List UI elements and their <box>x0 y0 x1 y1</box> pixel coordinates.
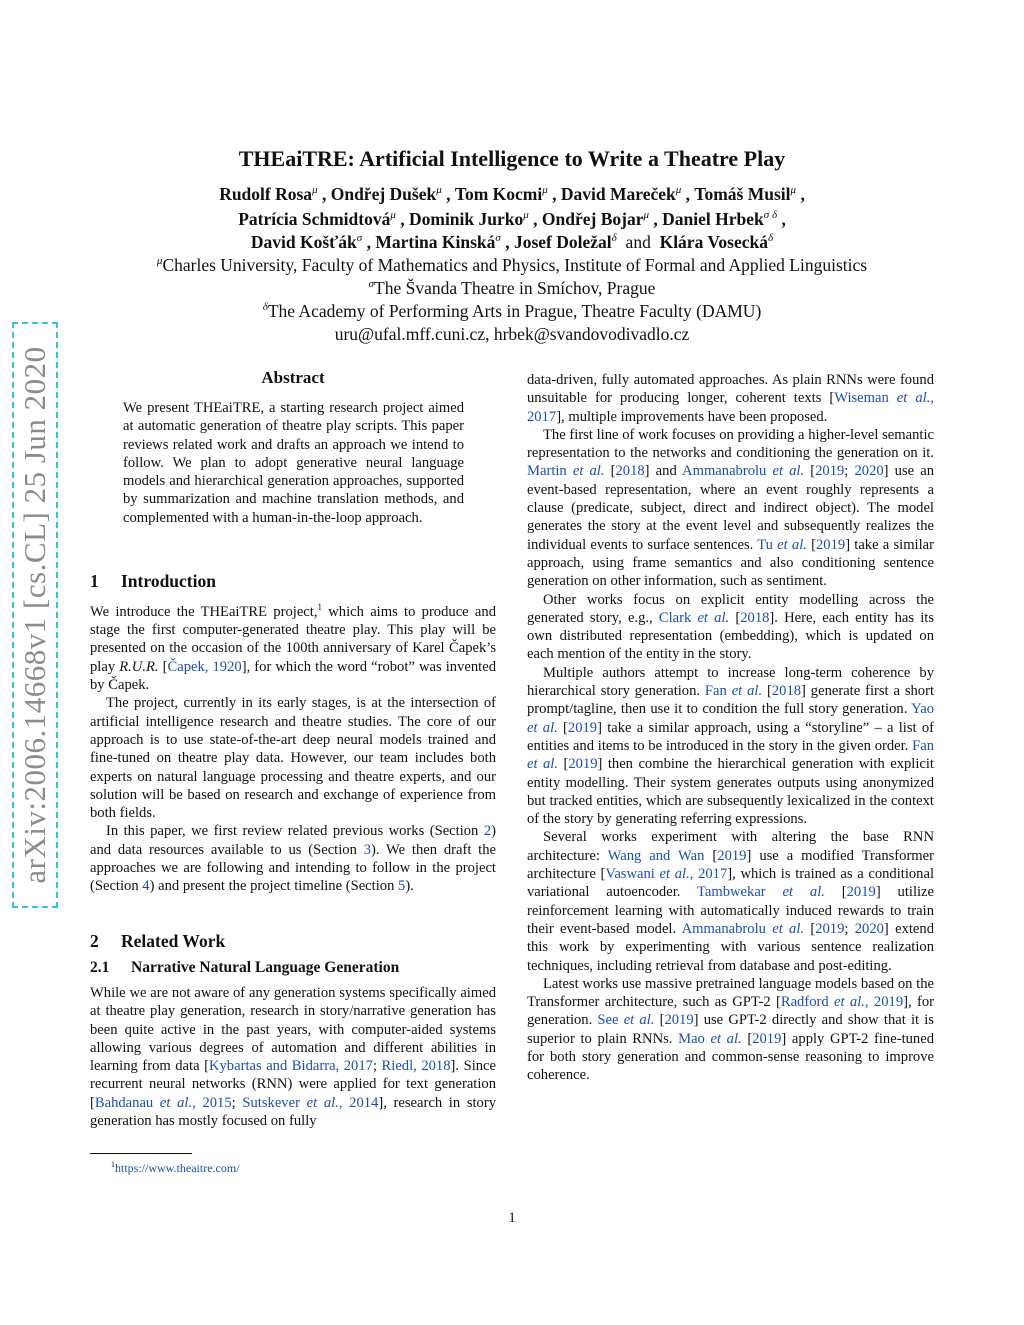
section-link[interactable]: 4 <box>142 878 150 895</box>
citation-link[interactable]: 2018 <box>771 683 802 700</box>
citation-link[interactable]: Yao et al. <box>527 701 934 736</box>
citation-link[interactable]: Fan et al. <box>527 737 934 773</box>
affiliation-mu: $^\mu$Charles University, Faculty of Mathematics and Physics, Institute of Formal and Applied Linguistics <box>156 255 868 275</box>
footnote-marker: 1 <box>317 602 322 612</box>
citation-link[interactable]: Ammanabrolu et al. <box>682 463 805 480</box>
arxiv-stamp-text: arXiv:2006.14668v1 [cs.CL] 25 Jun 2020 <box>17 346 52 884</box>
citation-link[interactable]: Sutskever et al., 2014 <box>242 1094 379 1111</box>
author-line-3: David Košťák$^\sigma$ , Martina Kinská$^\sigma$ , Josef Doležal$^\delta$ and Klára Vosecká$^\delta$ <box>250 232 774 252</box>
footnote: $^1$https://www.theaitre.com/ <box>111 1160 240 1175</box>
section-link[interactable]: 3 <box>363 841 371 858</box>
section-2-heading: 2 Related Work <box>90 931 226 951</box>
citation-link[interactable]: 2020 <box>854 920 884 937</box>
citation-link[interactable]: 2020 <box>854 463 884 480</box>
citation-link[interactable]: 2019 <box>816 536 846 553</box>
paper-title: THEaiTRE: Artificial Intelligence to Write a Theatre Play <box>238 146 786 171</box>
citation-link[interactable]: 2019 <box>815 920 845 937</box>
footnote-rule <box>90 1153 192 1154</box>
citation-link[interactable]: 2018 <box>740 609 770 626</box>
contact-emails: uru@ufal.mff.cuni.cz, hrbek@svandovodivadlo.cz <box>334 324 690 344</box>
citation-link[interactable]: 2019 <box>567 719 598 736</box>
citation-link[interactable]: Wiseman et al., 2017 <box>527 390 934 425</box>
section-link[interactable]: 2 <box>483 823 492 840</box>
affiliation-delta: $^\delta$The Academy of Performing Arts in Prague, Theatre Faculty (DAMU) <box>262 301 762 321</box>
footnote-url-link[interactable]: https://www.theaitre.com/ <box>115 1161 240 1175</box>
arxiv-stamp <box>12 322 58 908</box>
citation-link[interactable]: Fan et al. <box>704 683 763 700</box>
citation-link[interactable]: Bahdanau et al., 2015 <box>94 1094 232 1111</box>
section-2-1-body: While we are not aware of any generation systems specifically aimed at theatre play generation, research in story/narrative generation has been quite active in the past years, with computer-aided systems allowing various degrees of automation and different abilities in learning from data [Kybartas and Bidarra, 2017; Riedl, 2018]. Since recurrent neural networks (RNN) were applied for text generation [Bahdanau et al., 2015; Sutskever et al., 2014], research in story generation has mostly focused on fully <box>90 985 497 1130</box>
citation-link[interactable]: Riedl, 2018 <box>381 1058 451 1075</box>
author-line-1: Rudolf Rosa$^\mu$ , Ondřej Dušek$^\mu$ , Tom Kocmi$^\mu$ , David Mareček$^\mu$ , Tomáš Musil$^\mu$ , <box>219 184 805 204</box>
author-line-2: Patrícia Schmidtová$^\mu$ , Dominik Jurko$^\mu$ , Ondřej Bojar$^\mu$ , Daniel Hrbek$^{\sigma \delta}$ , <box>238 209 786 229</box>
citation-link[interactable]: Clark et al. <box>658 609 730 626</box>
citation-link[interactable]: 2019 <box>664 1012 694 1029</box>
citation-link[interactable]: 2019 <box>752 1030 782 1047</box>
citation-link[interactable]: Kybartas and Bidarra, 2017 <box>208 1058 373 1075</box>
citation-link[interactable]: Tu et al. <box>757 536 807 553</box>
citation-link[interactable]: See et al. <box>597 1012 655 1029</box>
right-column-body: data-driven, fully automated approaches. As plain RNNs were found unsuitable for producing longer, coherent texts [Wiseman et al., 2017], multiple improvements have been proposed. The first line of work focuses on providing a higher-level semantic representation to the networks and conditioning the generation on it. Martin et al. [2018] and Ammanabrolu et al. [2019; 2020] use an event-based representation, where an event roughly represents a clause (predicate, subject, direct and indirect object). The model generates the story at the event level and subsequently realizes the individual events to surface sentences. Tu et al. [2019] take a similar approach, using frame semantics and also conditioning sentence generation on other information, such as sentiment. Other works focus on explicit entity modelling across the generated story, e.g., Clark et al. [2018]. Here, each entity has its own distributed representation (embedding), which is updated on each mention of the entity in the story. Multiple authors attempt to increase long-term coherence by hierarchical story generation. Fan et al. [2018] generate first a short prompt/tagline, then use it to condition the full story generation. Yao et al. [2019] take a similar approach, using a “storyline” – a list of entities and items to be introduced in the story in the given order. Fan et al. [2019] then combine the hierarchical generation with explicit entity modelling. Their system generates outputs using anonymized but tracked entities, which are subsequently lexicalized in the context of the story by generating referring expressions. Several works experiment with altering the base RNN architecture: Wang and Wan [2019] use a modified Transformer architecture [Vaswani et al., 2017], which is trained as a conditional variational autoencoder. Tambwekar et al. [2019] utilize reinforcement learning with automatically induced rewards to train their event-based model. Ammanabrolu et al. [2019; 2020] extend this work by experimenting with various sentence realization techniques, including retrieval from database and post-editing. Latest works use massive pretrained language models based on the Transformer architecture, such as GPT-2 [Radford et al., 2019], for generation. See et al. [2019] use GPT-2 directly and show that it is superior to plain RNNs. Mao et al. [2019] apply GPT-2 fine-tuned for both story generation and common-sense reasoning to improve coherence. <box>527 372 935 1084</box>
abstract-body: We present THEaiTRE, a starting research project aimed at automatic generation of theatre play scripts. This paper reviews related work and drafts an approach we intend to follow. We plan to adopt generative neural language models and hierarchical generation approaches, supported by summarization and machine translation methods, and complemented with a human-in-the-loop approach. <box>123 400 464 526</box>
citation-link[interactable]: Mao et al. <box>678 1030 742 1047</box>
citation-link[interactable]: Čapek, 1920 <box>167 658 242 675</box>
page-number: 1 <box>508 1210 516 1226</box>
subsection-2-1-heading: 2.1 Narrative Natural Language Generation <box>90 959 400 976</box>
citation-link[interactable]: 2019 <box>717 847 747 864</box>
citation-link[interactable]: Wang and Wan <box>607 847 705 864</box>
section-link[interactable]: 5 <box>398 878 406 895</box>
citation-link[interactable]: Vaswani et al., 2017 <box>605 866 728 883</box>
citation-link[interactable]: Radford et al., 2019 <box>780 994 904 1011</box>
citation-link[interactable]: 2019 <box>815 463 845 480</box>
citation-link[interactable]: 2018 <box>615 463 645 480</box>
abstract-heading: Abstract <box>261 368 325 387</box>
section-1-body: We introduce the THEaiTRE project,$^1$ which aims to produce and stage the first computer-generated theatre play. This play will be presented on the occasion of the 100th anniversary of Karel Čapek’s play R.U.R. [Čapek, 1920], for which the word “robot” was invented by Čapek. The project, currently in its early stages, is at the intersection of artificial intelligence research and theatre studies. The core of our approach is to use state-of-the-art deep neural models trained and fine-tuned on theatre play data. However, our team includes both experts on natural language processing and theatre experts, and our solution will be based on research and exchange of experience from both fields. In this paper, we first review related previous works (Section 2) and data resources available to us (Section 3). We then draft the approaches we are following and intending to follow in the project (Section 4) and present the project timeline (Section 5). <box>90 602 496 895</box>
citation-link[interactable]: 2019 <box>568 756 598 773</box>
citation-link[interactable]: 2019 <box>846 884 876 901</box>
citation-link[interactable]: Ammanabrolu et al. <box>681 920 805 937</box>
citation-link[interactable]: Tambwekar et al. <box>696 884 825 901</box>
citation-link[interactable]: Martin et al. <box>527 463 605 480</box>
section-1-heading: 1 Introduction <box>90 571 216 591</box>
affiliation-sigma: $^\sigma$The Švanda Theatre in Smíchov, Prague <box>368 278 656 298</box>
